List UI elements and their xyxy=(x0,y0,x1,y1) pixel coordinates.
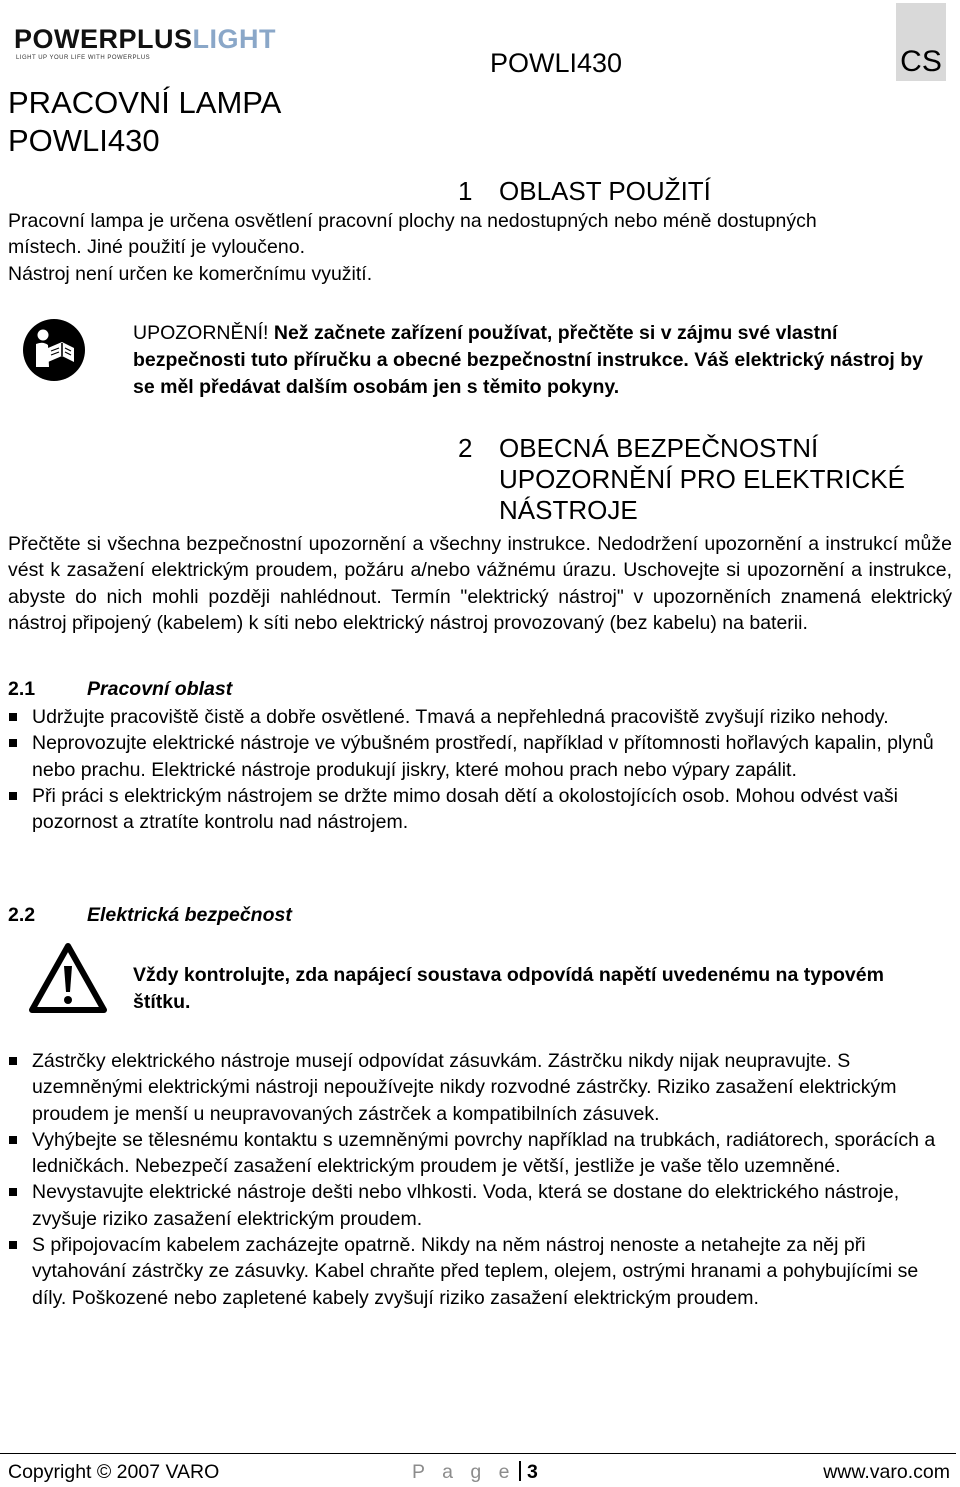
logo-main-text: POWERPLUS xyxy=(14,24,193,54)
section-1-heading xyxy=(458,176,711,207)
warning-triangle-icon xyxy=(28,942,108,1014)
bullet-square-icon xyxy=(9,1057,17,1065)
electrical-safety-list xyxy=(8,1048,952,1311)
subsection-2-1-title: Pracovní oblast xyxy=(87,678,233,700)
section-1-body xyxy=(8,208,952,287)
list-item xyxy=(8,730,952,783)
section-2-number: 2 xyxy=(458,433,473,463)
subsection-2-2-title: Elektrická bezpečnost xyxy=(87,904,292,926)
bullet-square-icon xyxy=(9,1136,17,1144)
logo-tagline: LIGHT UP YOUR LIFE WITH POWERPLUS xyxy=(16,55,151,61)
list-item-text: Vyhýbejte se tělesnému kontaktu s uzemněnými povrchy například na trubkách, radiátorech, sporácích a ledničkách. Nebezpečí zasažení elektrickým proudem je větší, jestliže je vaše tělo uzemněné. xyxy=(32,1128,936,1178)
warning-notice xyxy=(133,320,948,401)
bullet-square-icon xyxy=(9,792,17,800)
list-item xyxy=(8,1048,952,1127)
list-item xyxy=(8,1179,952,1232)
section-1-line: Nástroj není určen ke komerčnímu využití. xyxy=(8,262,373,285)
title-line-2: POWLI430 xyxy=(8,123,160,158)
document-title xyxy=(8,84,281,160)
page-number: 3 xyxy=(526,1461,538,1483)
section-2-heading xyxy=(458,433,948,525)
warning-label: UPOZORNĚNÍ! xyxy=(133,322,269,344)
list-item-text: Při práci s elektrickým nástrojem se držte mimo dosah dětí a okolostojících osob. Mohou odvést vaši pozornost a ztratíte kontrolu nad nástrojem. xyxy=(32,784,898,834)
read-manual-icon xyxy=(22,318,86,382)
subsection-2-2-number: 2.2 xyxy=(8,904,36,926)
footer-website-link[interactable]: www.varo.com xyxy=(823,1461,950,1483)
list-item xyxy=(8,1127,952,1180)
footer-page xyxy=(412,1461,538,1484)
language-badge xyxy=(896,3,946,81)
list-item-text: Nevystavujte elektrické nástroje dešti nebo vlhkosti. Voda, která se dostane do elektrického nástroje, zvyšuje riziko zasažení elektrickým proudem. xyxy=(32,1181,900,1230)
list-item-text: Udržujte pracoviště čistě a dobře osvětlené. Tmavá a nepřehledná pracoviště zvyšují riziko nehody. xyxy=(32,706,889,728)
logo-accent-text: LIGHT xyxy=(192,24,277,54)
list-item xyxy=(8,1232,952,1311)
title-line-1: PRACOVNÍ LAMPA xyxy=(8,85,282,120)
page-separator xyxy=(519,1461,521,1481)
list-item-text: Neprovozujte elektrické nástroje ve výbušném prostředí, například v přítomnosti hořlavých kapalin, plynů nebo prachu. Elektrické nástroje produkují jiskry, které mohou prach nebo výpary zapálit. xyxy=(32,732,934,781)
list-item-text: S připojovacím kabelem zacházejte opatrně. Nikdy na něm nástroj nenoste a netahejte za něj při vytahování zástrčky ze zásuvky. Kabel chraňte před teplem, olejem, ostrými hranami a pohybujícími se díly. Poškozené nebo zapletené kabely zvyšují riziko zasažení elektrickým proudem. xyxy=(32,1234,919,1309)
section-1-number: 1 xyxy=(458,176,473,206)
section-2-title: OBECNÁ BEZPEČNOSTNÍ UPOZORNĚNÍ PRO ELEKTRICKÉ NÁSTROJE xyxy=(499,433,905,525)
header-model: POWLI430 xyxy=(490,48,623,78)
bullet-square-icon xyxy=(9,713,17,721)
section-1-line: místech. Jiné použití je vyloučeno. xyxy=(8,236,305,259)
bullet-square-icon xyxy=(9,739,17,747)
work-area-list xyxy=(8,704,952,835)
brand-logo xyxy=(14,22,276,62)
subsection-2-2-heading xyxy=(8,904,508,930)
warning-text: Než začnete zařízení používat, přečtěte si v zájmu své vlastní bezpečnosti tuto příručku a obecné bezpečnostní instrukce. Váš elektrický nástroj by se měl předávat dalším osobám jen s těmito pokyny. xyxy=(133,322,923,398)
section-1-line: Pracovní lampa je určena osvětlení pracovní plochy na nedostupných nebo méně dostupných xyxy=(8,210,817,232)
language-code: CS xyxy=(900,45,942,78)
section-2-intro: Přečtěte si všechna bezpečnostní upozornění a všechny instrukce. Nedodržení upozornění a instrukcí může vést k zasažení elektrickým proudem, požáru a/nebo vážnému úrazu. Uschovejte si upozornění a instrukce, abyste do nich mohli později nahlédnout. Termín "elektrický nástroj" v upozorněních znamená elektrický nástroj připojený (kabelem) k síti nebo elektrický nástroj provozovaný (bez kabelu) na baterii. xyxy=(8,533,952,634)
footer-copyright: Copyright © 2007 VARO xyxy=(8,1461,220,1483)
list-item xyxy=(8,783,952,836)
voltage-warning-text: Vždy kontrolujte, zda napájecí soustava odpovídá napětí uvedenému na typovém štítku. xyxy=(133,964,884,1013)
list-item-text: Zástrčky elektrického nástroje musejí odpovídat zásuvkám. Zástrčku nikdy nijak neupravujte. S uzemněnými elektrickými nástroji nepoužívejte nikdy rozvodné zástrčky. Riziko zasažení elektrickým proudem je menší u neupravovaných zástrček a kompatibilních zásuvek. xyxy=(32,1050,897,1125)
list-item xyxy=(8,704,952,730)
subsection-2-1-number: 2.1 xyxy=(8,678,36,700)
bullet-square-icon xyxy=(9,1188,17,1196)
footer-divider xyxy=(0,1453,956,1454)
page-label: P a g e xyxy=(412,1461,516,1483)
bullet-square-icon xyxy=(9,1241,17,1249)
section-1-title: OBLAST POUŽITÍ xyxy=(499,176,711,206)
subsection-2-1-heading xyxy=(8,678,508,704)
